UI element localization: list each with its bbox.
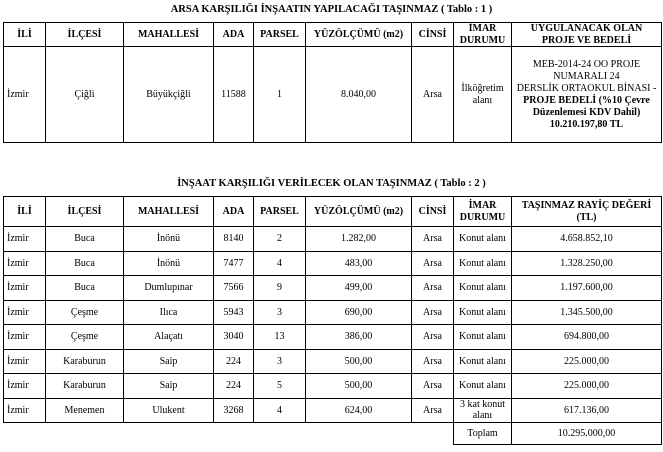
cell-il: İzmir: [4, 349, 46, 374]
cell-parsel: 4: [254, 398, 306, 423]
cell-il: İzmir: [4, 398, 46, 423]
cell-ada: 3040: [214, 325, 254, 350]
total-row: [4, 423, 662, 445]
cell-cinsi: Arsa: [412, 398, 454, 423]
cell-ilce: Karaburun: [46, 374, 124, 399]
cell-ilce: Buca: [46, 251, 124, 276]
cell-imar: Konut alanı: [454, 227, 512, 252]
cell-il: İzmir: [4, 374, 46, 399]
cell-mahalle: İnönü: [124, 251, 214, 276]
cell-mahalle: İnönü: [124, 227, 214, 252]
cell-imar: Konut alanı: [454, 374, 512, 399]
cell-mahalle: Ulukent: [124, 398, 214, 423]
header-rayic-degeri: TAŞINMAZ RAYİÇ DEĞERİ (TL): [512, 197, 662, 227]
table1: [3, 22, 662, 143]
cell-il: İzmir: [4, 325, 46, 350]
cell-cinsi: Arsa: [412, 374, 454, 399]
cell-ilce: Menemen: [46, 398, 124, 423]
cell-imar: İlköğretim alanı: [454, 47, 512, 143]
cell-il: İzmir: [4, 227, 46, 252]
header-parsel: PARSEL: [254, 197, 306, 227]
cell-ilce: Çeşme: [46, 325, 124, 350]
cell-imar: 3 kat konut alanı: [454, 398, 512, 423]
cell-parsel: 3: [254, 300, 306, 325]
cell-rayic-degeri: 1.328.250,00: [512, 251, 662, 276]
table1-header-row: [4, 23, 662, 47]
cell-cinsi: Arsa: [412, 300, 454, 325]
cell-yuzolcumu: 483,00: [306, 251, 412, 276]
table-row: [4, 374, 662, 399]
cell-imar: Konut alanı: [454, 349, 512, 374]
cell-ada: 224: [214, 349, 254, 374]
table2: [3, 196, 662, 445]
table2-title: İNŞAAT KARŞILIĞI VERİLECEK OLAN TAŞINMAZ ( Tablo : 2 ): [177, 178, 486, 189]
header-ilce: İLÇESİ: [46, 23, 124, 47]
cell-rayic-degeri: 1.345.500,00: [512, 300, 662, 325]
cell-cinsi: Arsa: [412, 47, 454, 143]
cell-ada: 5943: [214, 300, 254, 325]
table-row: [4, 349, 662, 374]
header-ilce: İLÇESİ: [46, 197, 124, 227]
cell-ada: 7477: [214, 251, 254, 276]
cell-yuzolcumu: 500,00: [306, 349, 412, 374]
cell-cinsi: Arsa: [412, 349, 454, 374]
cell-ada: 8140: [214, 227, 254, 252]
cell-mahalle: Saip: [124, 374, 214, 399]
cell-mahalle: Ilıca: [124, 300, 214, 325]
header-il: İLİ: [4, 197, 46, 227]
cell-ilce: Buca: [46, 227, 124, 252]
cell-cinsi: Arsa: [412, 227, 454, 252]
cell-imar: Konut alanı: [454, 325, 512, 350]
total-spacer: [4, 423, 454, 445]
table-row: [4, 276, 662, 301]
header-imar: İMAR DURUMU: [454, 197, 512, 227]
header-cinsi: CİNSİ: [412, 197, 454, 227]
cell-rayic-degeri: 4.658.852,10: [512, 227, 662, 252]
cell-imar: Konut alanı: [454, 300, 512, 325]
proje-line1: MEB-2014-24 OO PROJE NUMARALI 24: [532, 58, 641, 82]
cell-ilce: Çiğli: [46, 47, 124, 143]
table1-title: ARSA KARŞILIĞI İNŞAATIN YAPILACAĞI TAŞINMAZ ( Tablo : 1 ): [170, 4, 493, 15]
cell-imar: Konut alanı: [454, 276, 512, 301]
cell-parsel: 3: [254, 349, 306, 374]
cell-rayic-degeri: 617.136,00: [512, 398, 662, 423]
cell-parsel: 4: [254, 251, 306, 276]
cell-mahalle: Büyükçiğli: [124, 47, 214, 143]
table-row: [4, 398, 662, 423]
cell-yuzolcumu: 624,00: [306, 398, 412, 423]
cell-yuzolcumu: 690,00: [306, 300, 412, 325]
header-mahalle: MAHALLESİ: [124, 23, 214, 47]
cell-parsel: 13: [254, 325, 306, 350]
header-cinsi: CİNSİ: [412, 23, 454, 47]
cell-ilce: Çeşme: [46, 300, 124, 325]
header-imar: İMAR DURUMU: [454, 23, 512, 47]
header-ada: ADA: [214, 197, 254, 227]
cell-yuzolcumu: 386,00: [306, 325, 412, 350]
cell-ilce: Buca: [46, 276, 124, 301]
cell-cinsi: Arsa: [412, 276, 454, 301]
cell-cinsi: Arsa: [412, 325, 454, 350]
cell-ada: 7566: [214, 276, 254, 301]
cell-parsel: 1: [254, 47, 306, 143]
cell-imar: Konut alanı: [454, 251, 512, 276]
cell-ada: 3268: [214, 398, 254, 423]
header-proje: UYGULANACAK OLAN PROJE VE BEDELİ: [512, 23, 662, 47]
header-mahalle: MAHALLESİ: [124, 197, 214, 227]
table2-header-row: [4, 197, 662, 227]
cell-il: İzmir: [4, 276, 46, 301]
cell-mahalle: Alaçatı: [124, 325, 214, 350]
cell-ada: 224: [214, 374, 254, 399]
cell-rayic-degeri: 225.000,00: [512, 374, 662, 399]
cell-rayic-degeri: 1.197.600,00: [512, 276, 662, 301]
cell-rayic-degeri: 694.800,00: [512, 325, 662, 350]
cell-il: İzmir: [4, 300, 46, 325]
proje-bedeli-label: PROJE BEDELİ (%10 Çevre Düzenlemesi KDV Dahil): [523, 94, 650, 118]
total-value: 10.295.000,00: [512, 423, 662, 445]
cell-parsel: 9: [254, 276, 306, 301]
table-row: [4, 251, 662, 276]
table-row: [4, 325, 662, 350]
header-parsel: PARSEL: [254, 23, 306, 47]
cell-il: İzmir: [4, 251, 46, 276]
total-label: Toplam: [454, 423, 512, 445]
proje-bedeli-value: 10.210.197,80 TL: [549, 118, 624, 130]
cell-yuzolcumu: 499,00: [306, 276, 412, 301]
cell-yuzolcumu: 1.282,00: [306, 227, 412, 252]
cell-ilce: Karaburun: [46, 349, 124, 374]
header-yuzolcumu: YÜZÖLÇÜMÜ (m2): [306, 23, 412, 47]
proje-line2: DERSLİK ORTAOKUL BİNASI -: [516, 82, 657, 94]
cell-mahalle: Saip: [124, 349, 214, 374]
header-ada: ADA: [214, 23, 254, 47]
cell-ada: 11588: [214, 47, 254, 143]
cell-proje: [512, 47, 662, 143]
cell-parsel: 5: [254, 374, 306, 399]
header-yuzolcumu: YÜZÖLÇÜMÜ (m2): [306, 197, 412, 227]
cell-yuzolcumu: 500,00: [306, 374, 412, 399]
table-row: [4, 300, 662, 325]
cell-il: İzmir: [4, 47, 46, 143]
table-row: [4, 227, 662, 252]
header-il: İLİ: [4, 23, 46, 47]
cell-parsel: 2: [254, 227, 306, 252]
cell-rayic-degeri: 225.000,00: [512, 349, 662, 374]
cell-cinsi: Arsa: [412, 251, 454, 276]
cell-mahalle: Dumlupınar: [124, 276, 214, 301]
table1-row: [4, 47, 662, 143]
cell-yuzolcumu: 8.040,00: [306, 47, 412, 143]
